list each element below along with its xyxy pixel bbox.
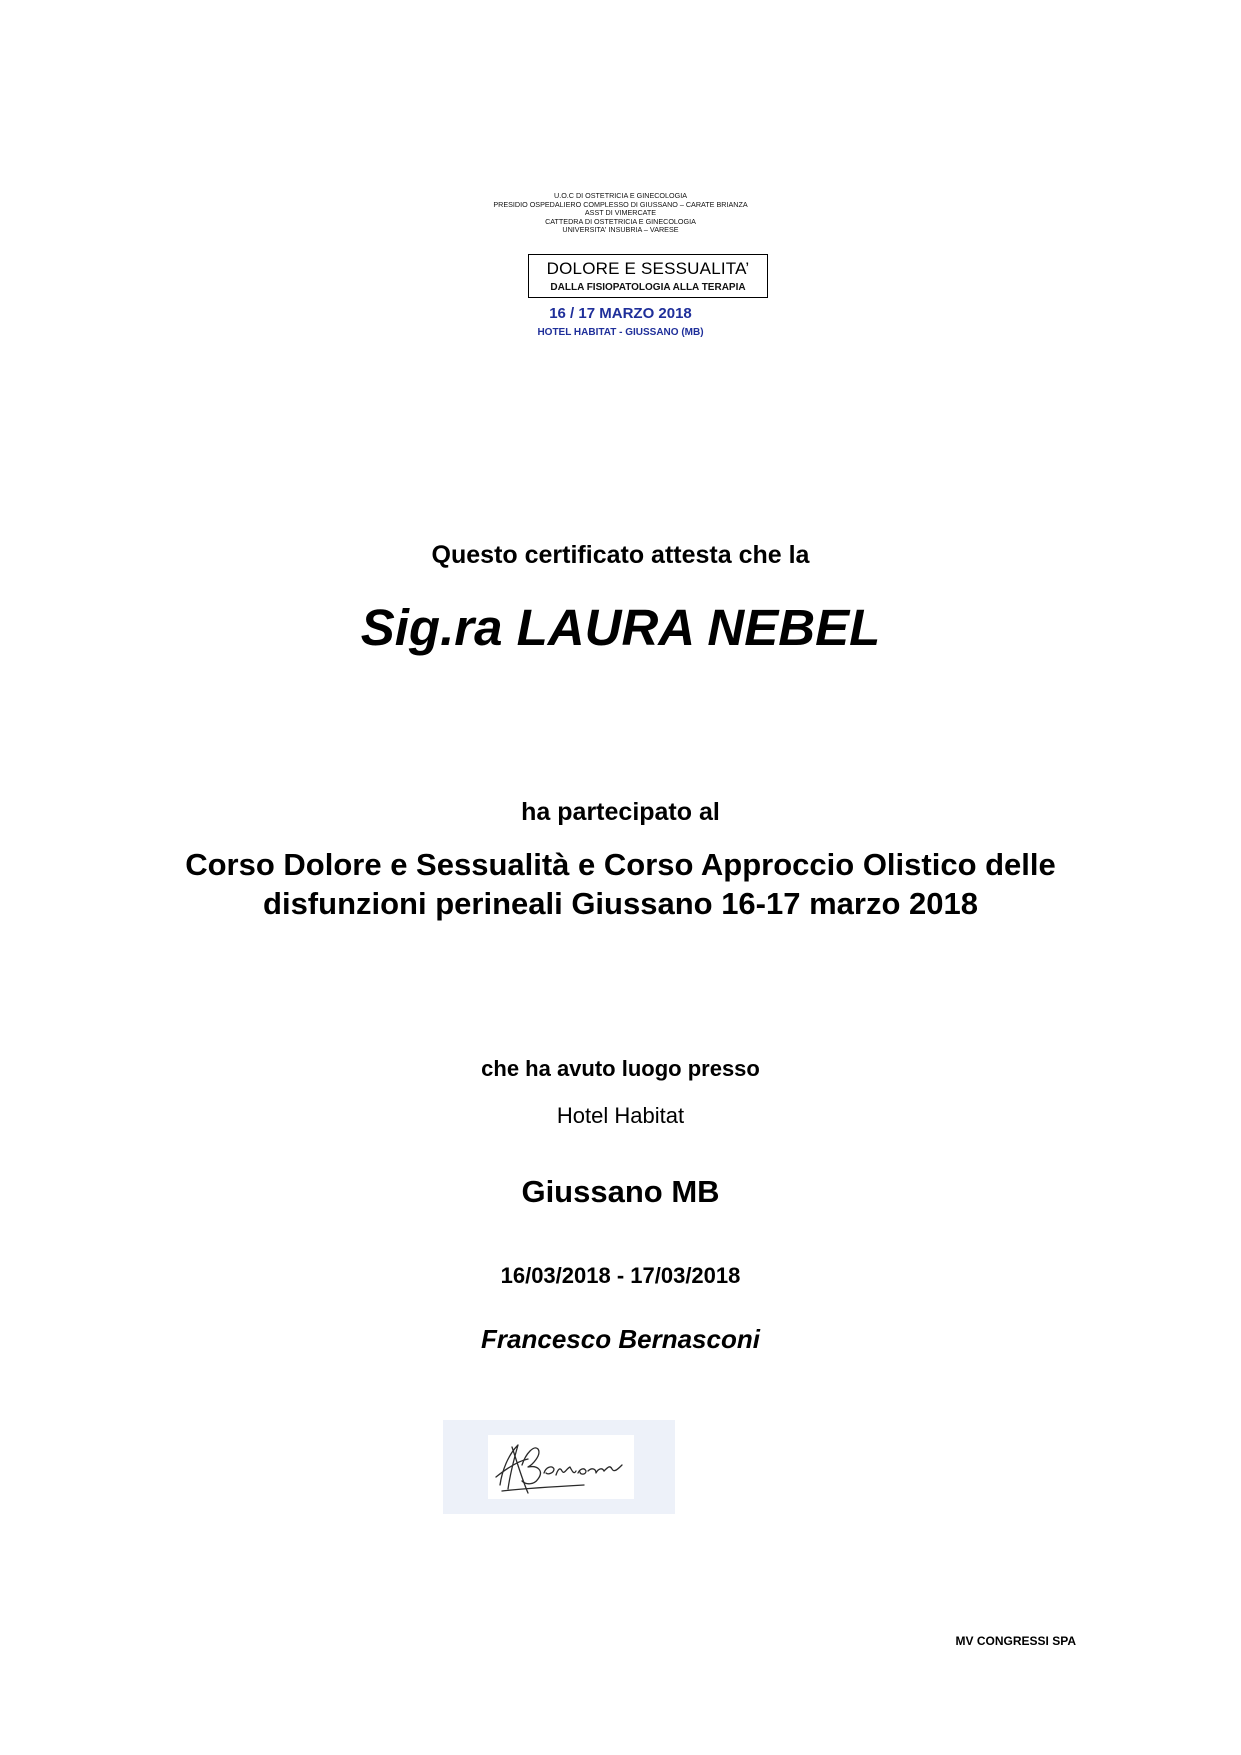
header-institution-lines (0, 192, 1241, 235)
course-title-line: disfunzioni perineali Giussano 16-17 marzo 2018 (263, 886, 978, 921)
header-line: CATTEDRA DI OSTETRICIA E GINECOLOGIA (545, 216, 696, 226)
header-line: ASST DI VIMERCATE (584, 208, 657, 218)
header-line: U.O.C DI OSTETRICIA E GINECOLOGIA (554, 191, 687, 200)
participation-text: ha partecipato al (521, 798, 720, 826)
event-title: DOLORE E SESSUALITA’ (546, 259, 750, 278)
city-name: Giussano MB (521, 1174, 720, 1209)
header-line: UNIVERSITA' INSUBRIA – VARESE (562, 225, 679, 235)
recipient-name: Sig.ra LAURA NEBEL (360, 599, 881, 656)
signer-name: Francesco Bernasconi (481, 1324, 760, 1354)
event-subtitle: DALLA FISIOPATOLOGIA ALLA TERAPIA (550, 282, 746, 293)
course-dates: 16/03/2018 - 17/03/2018 (500, 1263, 741, 1288)
footer-company: MV CONGRESSI SPA (955, 1634, 1076, 1648)
header-line: PRESIDIO OSPEDALIERO COMPLESSO DI GIUSSANO – CARATE BRIANZA (493, 199, 748, 209)
location-intro: che ha avuto luogo presso (481, 1056, 760, 1081)
hotel-name: Hotel Habitat (556, 1103, 685, 1128)
event-title-box (528, 254, 768, 298)
course-title-line: Corso Dolore e Sessualità e Corso Approccio Olistico delle (185, 847, 1056, 882)
event-venue: HOTEL HABITAT - GIUSSANO (MB) (537, 327, 704, 338)
certificate-intro: Questo certificato attesta che la (431, 541, 810, 569)
course-title (0, 845, 1241, 923)
handwritten-signature-icon (488, 1435, 634, 1499)
event-dates: 16 / 17 MARZO 2018 (549, 305, 692, 322)
